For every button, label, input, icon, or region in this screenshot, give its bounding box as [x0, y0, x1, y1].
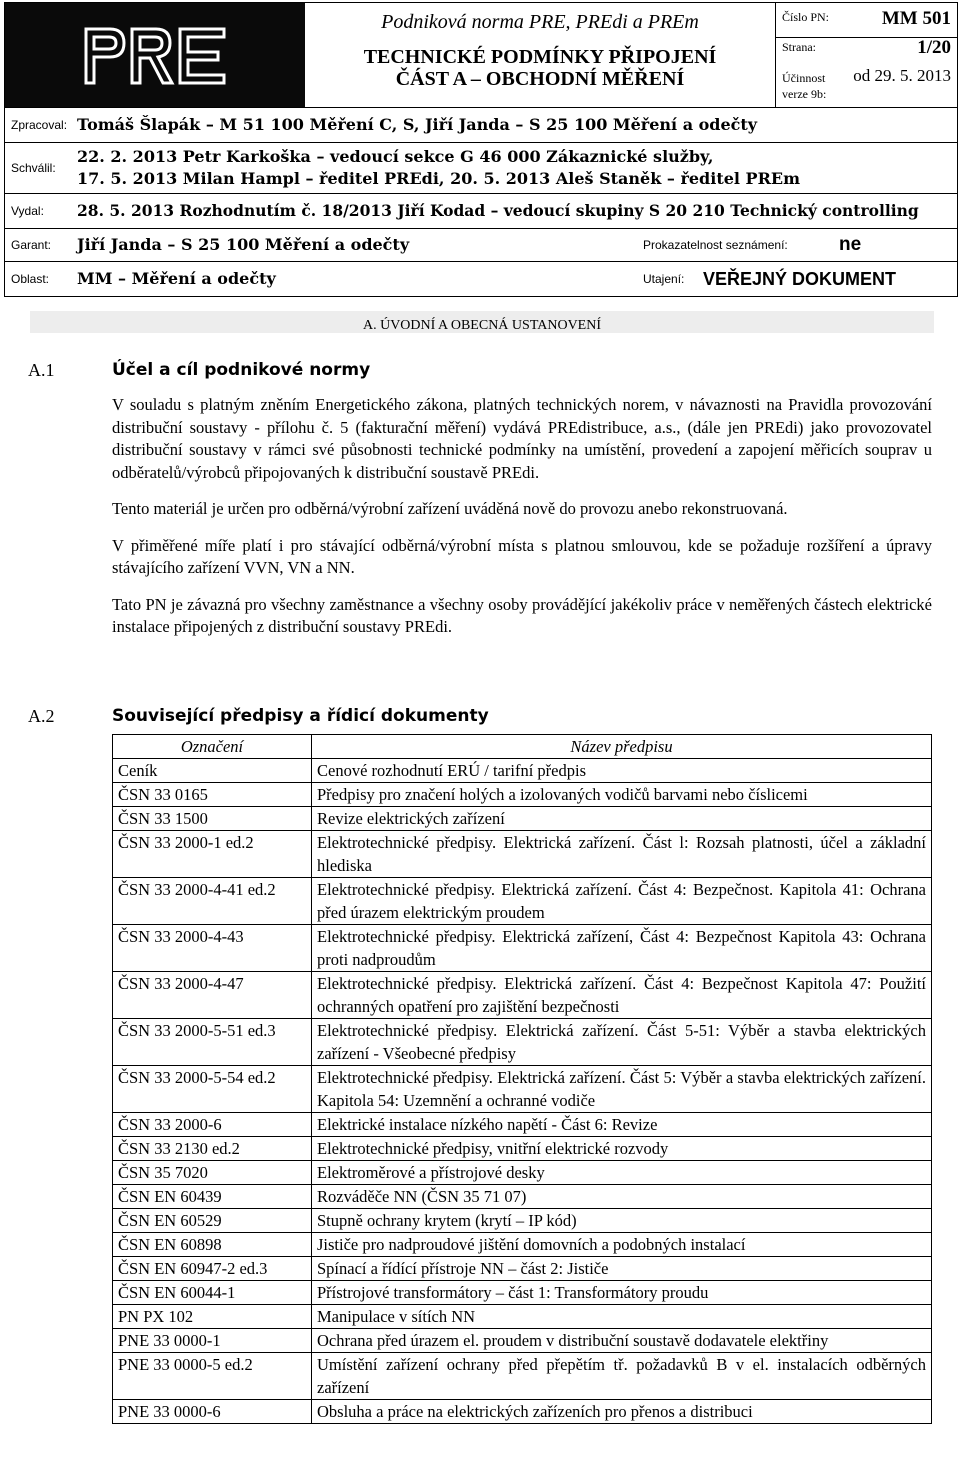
column-header-oznaceni: Označení — [113, 735, 312, 759]
table-row — [113, 1161, 932, 1185]
regulation-code: ČSN 33 2000-4-43 — [113, 925, 312, 972]
zpracoval-label: Zpracoval: — [11, 118, 68, 132]
regulation-title: Elektrotechnické předpisy, vnitřní elektrické rozvody — [312, 1137, 932, 1161]
regulation-code: ČSN 33 2000-6 — [113, 1113, 312, 1137]
regulations-table — [112, 734, 932, 1424]
regulation-title: Stupně ochrany krytem (krytí – IP kód) — [312, 1209, 932, 1233]
regulation-title: Elektrotechnické předpisy. Elektrická zařízení. Část 4: Bezpečnost Kapitola 47: Použití ochranných opatření pro zajištění bezpečnosti — [312, 972, 932, 1019]
schvalil-label: Schválil: — [11, 161, 56, 175]
regulation-title: Cenové rozhodnutí ERÚ / tarifní předpis — [312, 759, 932, 783]
oblast-row — [5, 262, 957, 296]
vydal-row — [5, 194, 957, 229]
regulation-title: Elektrotechnické předpisy. Elektrická zařízení. Část l: Rozsah platnosti, účel a základní hlediska — [312, 831, 932, 878]
regulation-title: Přístrojové transformátory – část 1: Transformátory proudu — [312, 1281, 932, 1305]
a1-body — [112, 394, 932, 653]
regulation-title: Manipulace v sítích NN — [312, 1305, 932, 1329]
garant-value: Jiří Janda – S 25 100 Měření a odečty — [77, 235, 410, 254]
regulation-title: Revize elektrických zařízení — [312, 807, 932, 831]
regulation-title: Umístění zařízení ochrany před přepětím tř. požadavků B v el. instalacích odběrných zařízení — [312, 1353, 932, 1400]
regulations-table-body — [113, 759, 932, 1424]
table-row — [113, 1329, 932, 1353]
ucinnost-label: Účinnost — [782, 71, 826, 85]
regulation-title: Elektrotechnické předpisy. Elektrická zařízení. Část 5-51: Výběr a stavba elektrických zařízení - Všeobecné předpisy — [312, 1019, 932, 1066]
section-a2-heading: Související předpisy a řídicí dokumenty — [112, 706, 489, 726]
regulation-title: Elektroměrové a přístrojové desky — [312, 1161, 932, 1185]
regulation-title: Spínací a řídící přístroje NN – část 2: Jističe — [312, 1257, 932, 1281]
schvalil-line1: 22. 2. 2013 Petr Karkoška – vedoucí sekce G 46 000 Zákaznické služby, — [77, 147, 714, 166]
table-row — [113, 807, 932, 831]
norm-name: Podniková norma PRE, PREdi a PREm — [381, 11, 699, 33]
strana-label: Strana: — [782, 40, 816, 54]
table-row — [113, 1353, 932, 1400]
verze-label: verze 9b: — [782, 87, 827, 101]
cislo-label: Číslo PN: — [782, 10, 830, 24]
prokazatelnost-label: Prokazatelnost seznámení: — [643, 238, 788, 252]
prokazatelnost-value: ne — [839, 234, 862, 255]
oblast-value: MM – Měření a odečty — [77, 269, 276, 288]
table-row — [113, 759, 932, 783]
schvalil-row — [5, 143, 957, 194]
table-row — [113, 878, 932, 925]
regulation-title: Předpisy pro značení holých a izolovaných vodičů barvami nebo číslicemi — [312, 783, 932, 807]
header-title — [305, 3, 775, 107]
regulation-code: PN PX 102 — [113, 1305, 312, 1329]
regulation-code: Ceník — [113, 759, 312, 783]
table-row — [113, 1257, 932, 1281]
garant-row — [5, 229, 957, 262]
section-a2-number: A.2 — [28, 706, 55, 726]
regulation-code: PNE 33 0000-1 — [113, 1329, 312, 1353]
regulation-code: ČSN 33 2000-4-41 ed.2 — [113, 878, 312, 925]
table-row — [113, 1137, 932, 1161]
ucinnost-value: od 29. 5. 2013 — [853, 66, 951, 85]
table-row — [113, 972, 932, 1019]
schvalil-value — [77, 146, 800, 190]
strana-value: 1/20 — [917, 37, 951, 58]
column-header-nazev: Název předpisu — [312, 735, 932, 759]
regulation-title: Obsluha a práce na elektrických zařízeních pro přenos a distribuci — [312, 1400, 932, 1424]
table-row — [113, 1209, 932, 1233]
table-row — [113, 1185, 932, 1209]
schvalil-line2: 17. 5. 2013 Milan Hampl – ředitel PREdi, 20. 5. 2013 Aleš Staněk – ředitel PREm — [77, 169, 800, 188]
regulation-code: ČSN 33 2000-1 ed.2 — [113, 831, 312, 878]
regulation-code: ČSN 33 2000-5-51 ed.3 — [113, 1019, 312, 1066]
regulation-title: Elektrotechnické předpisy. Elektrická zařízení. Část 4: Bezpečnost. Kapitola 41: Ochrana před úrazem elektrickým proudem — [312, 878, 932, 925]
regulation-code: PNE 33 0000-6 — [113, 1400, 312, 1424]
section-title: A. ÚVODNÍ A OBECNÁ USTANOVENÍ — [362, 318, 602, 333]
vydal-label: Vydal: — [11, 204, 44, 218]
zpracoval-row — [5, 108, 957, 143]
table-row — [113, 925, 932, 972]
table-row — [113, 1066, 932, 1113]
a1-paragraph: V přiměřené míře platí i pro stávající odběrná/výrobní místa s platnou smlouvou, kde se požaduje rozšíření a úpravy stávajícího zařízení VVN, VN a NN. — [112, 535, 932, 577]
regulation-title: Elektrické instalace nízkého napětí - Část 6: Revize — [312, 1113, 932, 1137]
oblast-label: Oblast: — [11, 272, 50, 286]
regulation-code: ČSN EN 60044-1 — [113, 1281, 312, 1305]
table-header-row — [113, 735, 932, 759]
pre-logo-mark — [80, 23, 230, 87]
regulation-code: ČSN 33 2130 ed.2 — [113, 1137, 312, 1161]
zpracoval-value: Tomáš Šlapák – M 51 100 Měření C, S, Jiří Janda – S 25 100 Měření a odečty — [77, 115, 758, 134]
regulation-code: ČSN EN 60947-2 ed.3 — [113, 1257, 312, 1281]
regulation-code: ČSN 33 1500 — [113, 807, 312, 831]
pre-logo — [5, 3, 305, 107]
table-row — [113, 783, 932, 807]
regulation-code: ČSN EN 60439 — [113, 1185, 312, 1209]
regulation-code: ČSN 35 7020 — [113, 1161, 312, 1185]
regulation-code: ČSN EN 60529 — [113, 1209, 312, 1233]
table-row — [113, 1113, 932, 1137]
table-row — [113, 1400, 932, 1424]
a1-paragraph: Tento materiál je určen pro odběrná/výrobní zařízení uváděná nově do provozu anebo rekonstruovaná. — [112, 499, 788, 518]
a1-paragraph: Tato PN je závazná pro všechny zaměstnance a všechny osoby provádějící jakékoliv práce v neměřených částech elektrické instalace připojených z distribuční soustavy PREdi. — [112, 594, 932, 636]
section-a1-heading: Účel a cíl podnikové normy — [112, 360, 371, 380]
regulation-code: PNE 33 0000-5 ed.2 — [113, 1353, 312, 1400]
table-row — [113, 1019, 932, 1066]
section-title-bar — [30, 311, 934, 333]
regulation-title: Elektrotechnické předpisy. Elektrická zařízení, Část 4: Bezpečnost Kapitola 43: Ochrana proti nadproudům — [312, 925, 932, 972]
regulation-title: Jističe pro nadproudové jištění domovních a podobných instalací — [312, 1233, 932, 1257]
regulation-title: Ochrana před úrazem el. proudem v distribuční soustavě dodavatele elektřiny — [312, 1329, 932, 1353]
header-info — [775, 3, 957, 107]
a1-paragraph: V souladu s platným zněním Energetického zákona, platných technických norem, v návaznosti na Pravidla provozování distribuční soustavy - přílohu č. 5 (fakturační měření) vydává PREdistribuce, a.s., (dále jen PREdi) jako provozovatel distribuční soustavy v rámci své působnosti technické podmínky na umístění, provedení a zapojení měřicích souprav u odběratelů/výrobců připojovaných k distribuční soustavě PREdi. — [112, 395, 932, 482]
document-title-line1: TECHNICKÉ PODMÍNKY PŘIPOJENÍ — [363, 46, 717, 68]
table-row — [113, 1305, 932, 1329]
garant-label: Garant: — [11, 238, 52, 252]
utajeni-label: Utajení: — [643, 272, 685, 286]
table-row — [113, 1281, 932, 1305]
regulation-code: ČSN EN 60898 — [113, 1233, 312, 1257]
regulation-code: ČSN 33 2000-4-47 — [113, 972, 312, 1019]
header-top-row — [5, 3, 957, 108]
table-row — [113, 831, 932, 878]
table-row — [113, 1233, 932, 1257]
cislo-value: MM 501 — [881, 8, 951, 29]
document-title-line2: ČÁST A – OBCHODNÍ MĚŘENÍ — [395, 68, 685, 90]
regulation-code: ČSN 33 2000-5-54 ed.2 — [113, 1066, 312, 1113]
vydal-value: 28. 5. 2013 Rozhodnutím č. 18/2013 Jiří Kodad – vedoucí skupiny S 20 210 Technický controlling — [77, 201, 919, 220]
regulation-code: ČSN 33 0165 — [113, 783, 312, 807]
regulation-title: Rozváděče NN (ČSN 35 71 07) — [312, 1185, 932, 1209]
section-a1-number: A.1 — [28, 360, 55, 380]
regulation-title: Elektrotechnické předpisy. Elektrická zařízení. Část 5: Výběr a stavba elektrických zařízení. Kapitola 54: Uzemnění a ochranné vodiče — [312, 1066, 932, 1113]
utajeni-value: VEŘEJNÝ DOKUMENT — [703, 268, 897, 289]
document-header — [4, 2, 958, 297]
